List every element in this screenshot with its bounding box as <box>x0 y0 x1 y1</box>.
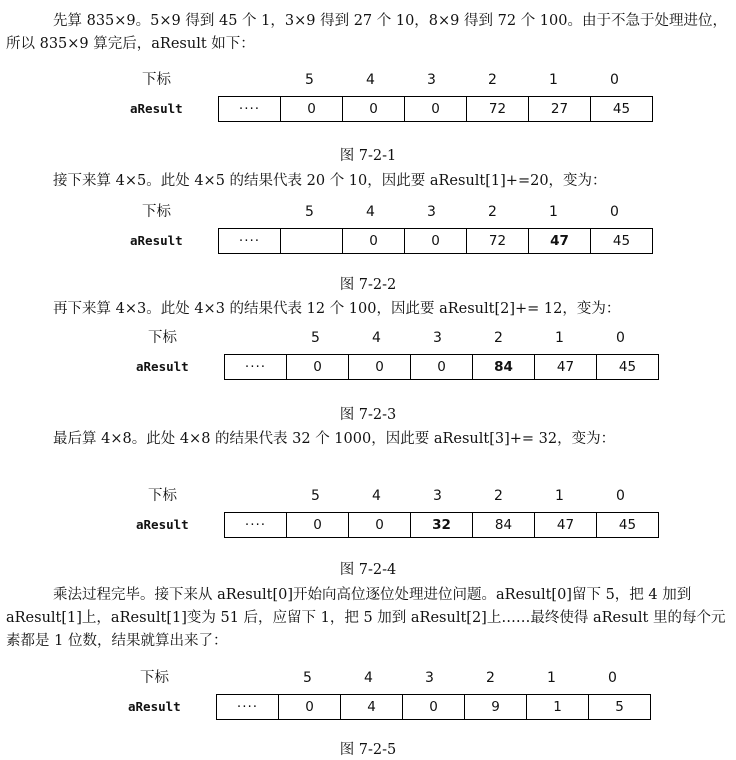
index-label: 1 <box>555 488 564 504</box>
array-cell: 84 <box>473 355 535 379</box>
index-label: 5 <box>305 72 314 88</box>
table-7-2-3 <box>136 328 636 388</box>
index-label: 1 <box>547 670 556 686</box>
index-label: 4 <box>364 670 373 686</box>
index-label: 1 <box>555 330 564 346</box>
index-label: 4 <box>366 72 375 88</box>
index-header-label: 下标 <box>142 72 171 88</box>
row-label: aResult <box>136 517 189 532</box>
array-cell: 0 <box>287 513 349 537</box>
result-array-row <box>218 96 653 122</box>
paragraph-3: 再下来算 4×3。此处 4×3 的结果代表 12 个 100，因此要 aResult[2]+= 12，变为： <box>53 301 621 317</box>
ellipsis-cell: ···· <box>219 97 281 121</box>
array-cell: 0 <box>281 97 343 121</box>
array-cell: 0 <box>279 695 341 719</box>
table-7-2-1 <box>130 70 630 130</box>
array-cell: 32 <box>411 513 473 537</box>
table-7-2-2 <box>130 202 630 262</box>
array-cell: 27 <box>529 97 591 121</box>
paragraph-5: 乘法过程完毕。接下来从 aResult[0]开始向高位逐位处理进位问题。aResult[0]留下 5，把 4 加到 aResult[1]上，aResult[1]变为 51 后，应留下 1，把 5 加到 aResult[2]上……最终使得 aResult 里的每个元素都是 1 位数，结果就算出来了： <box>6 587 726 649</box>
index-label: 3 <box>433 488 442 504</box>
array-cell: 0 <box>343 229 405 253</box>
array-cell: 1 <box>527 695 589 719</box>
index-label: 2 <box>494 330 503 346</box>
index-label: 0 <box>610 204 619 220</box>
row-label: aResult <box>130 101 183 116</box>
array-cell: 45 <box>612 233 631 249</box>
paragraph-4: 最后算 4×8。此处 4×8 的结果代表 32 个 1000，因此要 aResult[3]+= 32，变为： <box>53 431 616 447</box>
index-label: 4 <box>366 204 375 220</box>
array-cell: 47 <box>535 513 597 537</box>
index-label: 5 <box>311 488 320 504</box>
paragraph-1: 先算 835×9。5×9 得到 45 个 1，3×9 得到 27 个 10，8×9 得到 72 个 100。由于不急于处理进位，所以 835×9 算完后，aResult 如下： <box>6 13 727 52</box>
index-label: 2 <box>488 72 497 88</box>
index-label: 0 <box>616 488 625 504</box>
index-header-label: 下标 <box>148 488 177 504</box>
array-cell: 0 <box>403 695 465 719</box>
array-cell: 45 <box>618 359 637 375</box>
index-header-label: 下标 <box>142 204 171 220</box>
array-cell: 72 <box>467 229 529 253</box>
result-array-row <box>224 354 659 380</box>
index-label: 0 <box>610 72 619 88</box>
array-cell <box>281 229 343 253</box>
array-cell: 45 <box>612 101 631 117</box>
index-label: 0 <box>616 330 625 346</box>
array-cell: 0 <box>287 355 349 379</box>
index-label: 5 <box>303 670 312 686</box>
figure-caption-7-2-2: 图 7-2-2 <box>339 277 397 293</box>
array-cell: 47 <box>529 229 591 253</box>
index-label: 3 <box>433 330 442 346</box>
array-cell: 84 <box>473 513 535 537</box>
row-label: aResult <box>130 233 183 248</box>
result-array-row <box>224 512 659 538</box>
ellipsis-cell: ···· <box>217 695 279 719</box>
result-array-row <box>218 228 653 254</box>
index-label: 5 <box>305 204 314 220</box>
array-cell: 0 <box>411 355 473 379</box>
array-cell: 0 <box>349 355 411 379</box>
index-label: 2 <box>494 488 503 504</box>
index-label: 3 <box>427 72 436 88</box>
index-label: 4 <box>372 330 381 346</box>
index-label: 1 <box>549 72 558 88</box>
index-label: 2 <box>486 670 495 686</box>
array-cell: 0 <box>343 97 405 121</box>
ellipsis-cell: ···· <box>219 229 281 253</box>
array-cell: 45 <box>618 517 637 533</box>
figure-caption-7-2-3: 图 7-2-3 <box>339 407 397 423</box>
index-header-label: 下标 <box>140 670 169 686</box>
index-header-label: 下标 <box>148 330 177 346</box>
array-cell: 0 <box>405 97 467 121</box>
index-label: 0 <box>608 670 617 686</box>
index-label: 1 <box>549 204 558 220</box>
array-cell: 4 <box>341 695 403 719</box>
array-cell: 5 <box>615 699 624 715</box>
index-label: 4 <box>372 488 381 504</box>
array-cell: 72 <box>467 97 529 121</box>
index-label: 3 <box>427 204 436 220</box>
ellipsis-cell: ···· <box>225 355 287 379</box>
array-cell: 47 <box>535 355 597 379</box>
row-label: aResult <box>128 699 181 714</box>
figure-caption-7-2-4: 图 7-2-4 <box>339 562 397 578</box>
paragraph-2: 接下来算 4×5。此处 4×5 的结果代表 20 个 10，因此要 aResult[1]+=20，变为： <box>53 173 607 189</box>
array-cell: 0 <box>349 513 411 537</box>
table-7-2-4 <box>136 486 636 546</box>
result-array-row <box>216 694 651 720</box>
array-cell: 0 <box>405 229 467 253</box>
index-label: 2 <box>488 204 497 220</box>
index-label: 3 <box>425 670 434 686</box>
figure-caption-7-2-5: 图 7-2-5 <box>339 742 397 758</box>
row-label: aResult <box>136 359 189 374</box>
index-label: 5 <box>311 330 320 346</box>
ellipsis-cell: ···· <box>225 513 287 537</box>
table-7-2-5 <box>128 668 628 728</box>
array-cell: 9 <box>465 695 527 719</box>
figure-caption-7-2-1: 图 7-2-1 <box>339 148 397 164</box>
